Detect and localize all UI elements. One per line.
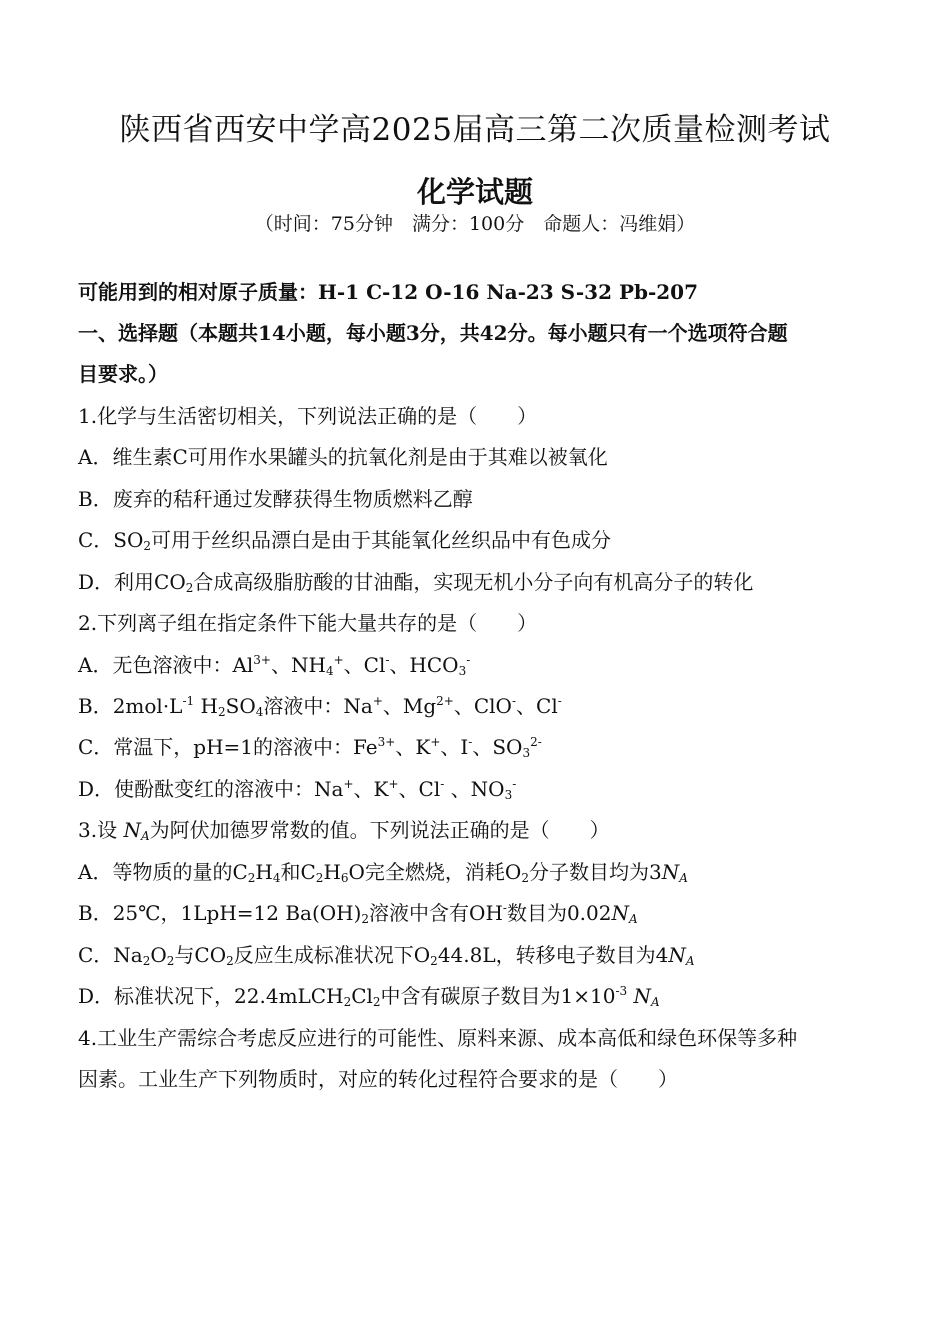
exam-meta: （时间：75分钟 满分：100分 命题人：冯维娟）	[254, 213, 696, 235]
q1-option-c: C．$SO_2$可用于丝织品漂白是由于其能氧化丝织品中有色成分	[78, 528, 612, 553]
q2-option-b: B．$2mol\cdot L^{-1}$ $H_2SO_4$溶液中：Na+、$Mg^{2+}$、ClO-、Cl-	[78, 694, 562, 719]
section-heading-2: 目要求。）	[78, 362, 168, 386]
q3-stem: 3.设 $N_A$为阿伏加德罗常数的值。下列说法正确的是（ ）	[78, 818, 610, 843]
section-heading-1: 一、选择题（本题共14小题，每小题3分，共42分。每小题只有一个选项符合题	[78, 321, 788, 345]
q3-option-d: D．标准状况下，$22.4mLCH_2Cl_2$中含有碳原子数目为$1\times 10^{-3}$ $N_A$	[78, 984, 660, 1009]
q3-option-a: A．等物质的量的$C_2H_4$和$C_2H_6O$完全燃烧，消耗$O_2$分子数目均为$3N_A$	[78, 860, 688, 885]
exam-title: 陕西省西安中学高2025届高三第二次质量检测考试	[119, 112, 831, 148]
atomic-masses: 可能用到的相对原子质量：H-1 C-12 O-16 Na-23 S-32 Pb-207	[78, 280, 699, 304]
q1-option-b: B．废弃的秸秆通过发酵获得生物质燃料乙醇	[78, 487, 473, 511]
q2-option-a: A．无色溶液中：$Al^{3+}$、$NH_4^+$、Cl-、$HCO_3^-$	[78, 653, 471, 678]
q1-stem: 1.化学与生活密切相关，下列说法正确的是（ ）	[78, 404, 538, 428]
q3-option-b: B．25℃，1LpH=12 $Ba(OH)_2$溶液中含有OH-数目为$0.02N_A$	[78, 901, 638, 926]
q1-option-d: D．利用$CO_2$合成高级脂肪酸的甘油酯，实现无机小分子向有机高分子的转化	[78, 570, 754, 595]
subject-title: 化学试题	[416, 175, 533, 209]
q4-stem-line2: 因素。工业生产下列物质时，对应的转化过程符合要求的是（ ）	[78, 1067, 678, 1091]
q3-option-c: C．$Na_2O_2$与$CO_2$反应生成标准状况下$O_244.8L$，转移电子数目为$4N_A$	[78, 943, 695, 968]
q2-option-d: D．使酚酞变红的溶液中：Na+、K+、Cl- 、$NO_3^-$	[78, 777, 517, 802]
q2-stem: 2.下列离子组在指定条件下能大量共存的是（ ）	[78, 611, 538, 635]
q2-option-c: C．常温下，pH=1的溶液中：$Fe^{3+}$、K+、I-、$SO_3^{2-}$	[78, 735, 542, 760]
q1-option-a: A．维生素C可用作水果罐头的抗氧化剂是由于其难以被氧化	[78, 445, 608, 469]
q4-stem-line1: 4.工业生产需综合考虑反应进行的可能性、原料来源、成本高低和绿色环保等多种	[78, 1026, 798, 1050]
